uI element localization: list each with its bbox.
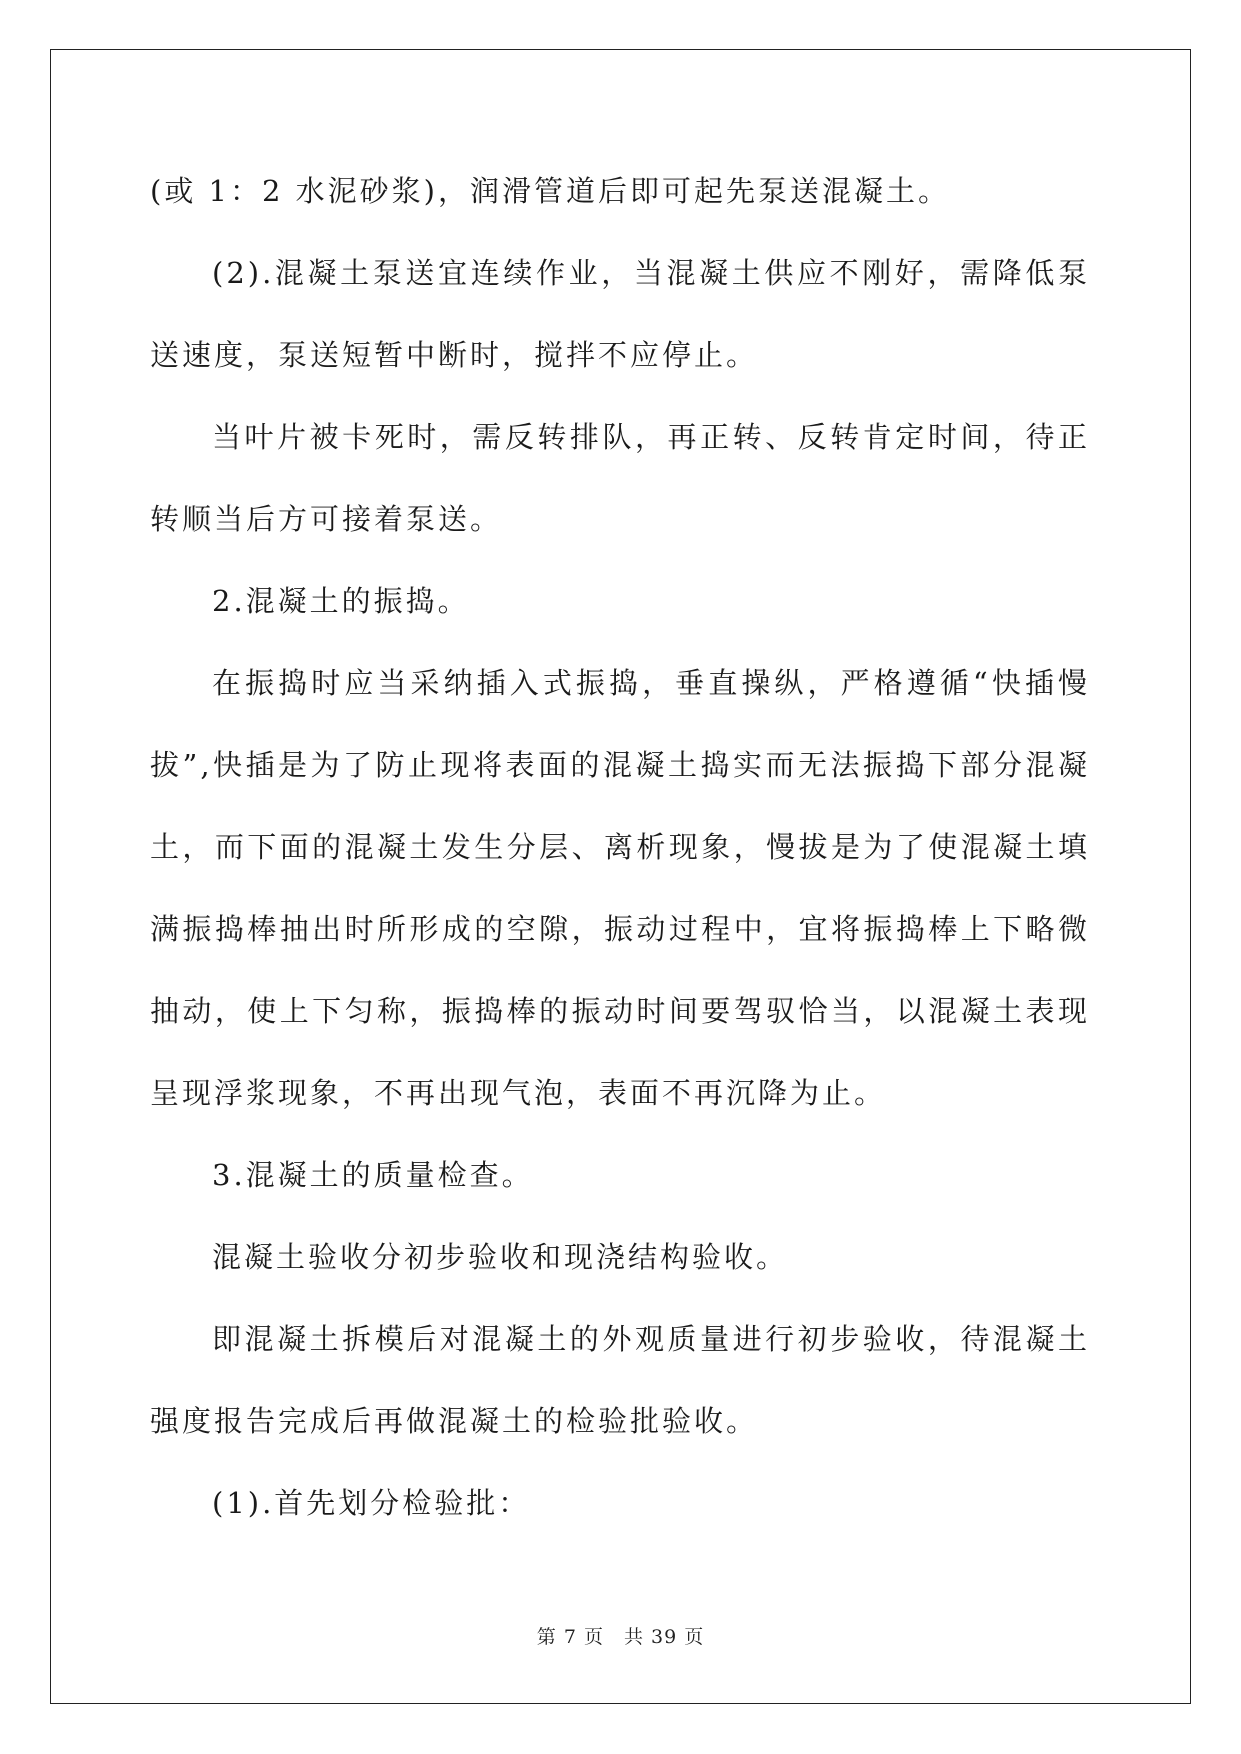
paragraph-5: 在振捣时应当采纳插入式振捣，垂直操纵，严格遵循“快插慢拔”,快插是为了防止现将表面的混凝土捣实而无法振捣下部分混凝土，而下面的混凝土发生分层、离析现象，慢拔是为了使混凝土填满振捣棒抽出时所形成的空隙，振动过程中，宜将振捣棒上下略微抽动，使上下匀称，振捣棒的振动时间要驾驭恰当，以混凝土表现呈现浮浆现象，不再出现气泡，表面不再沉降为止。 — [150, 666, 1090, 1110]
paragraph-3: 当叶片被卡死时，需反转排队，再正转、反转肯定时间，待正转顺当后方可接着泵送。 — [150, 420, 1090, 536]
paragraph-8: 即混凝土拆模后对混凝土的外观质量进行初步验收，待混凝土强度报告完成后再做混凝土的检验批验收。 — [150, 1322, 1090, 1438]
section-heading-2: 2.混凝土的振捣。 — [212, 584, 470, 618]
paragraph-2: (2).混凝土泵送宜连续作业，当混凝土供应不刚好，需降低泵送速度，泵送短暂中断时，搅拌不应停止。 — [150, 256, 1090, 372]
page-number-label: 第 7 页 共 39 页 — [536, 1626, 705, 1648]
section-heading-3: 3.混凝土的质量检查。 — [212, 1158, 534, 1192]
paragraph-1: (或 1：2 水泥砂浆)，润滑管道后即可起先泵送混凝土。 — [150, 174, 950, 208]
document-body — [150, 150, 1090, 1544]
paragraph-7: 混凝土验收分初步验收和现浇结构验收。 — [212, 1240, 789, 1274]
paragraph-9: (1).首先划分检验批： — [212, 1486, 531, 1520]
page-footer — [0, 1625, 1241, 1649]
